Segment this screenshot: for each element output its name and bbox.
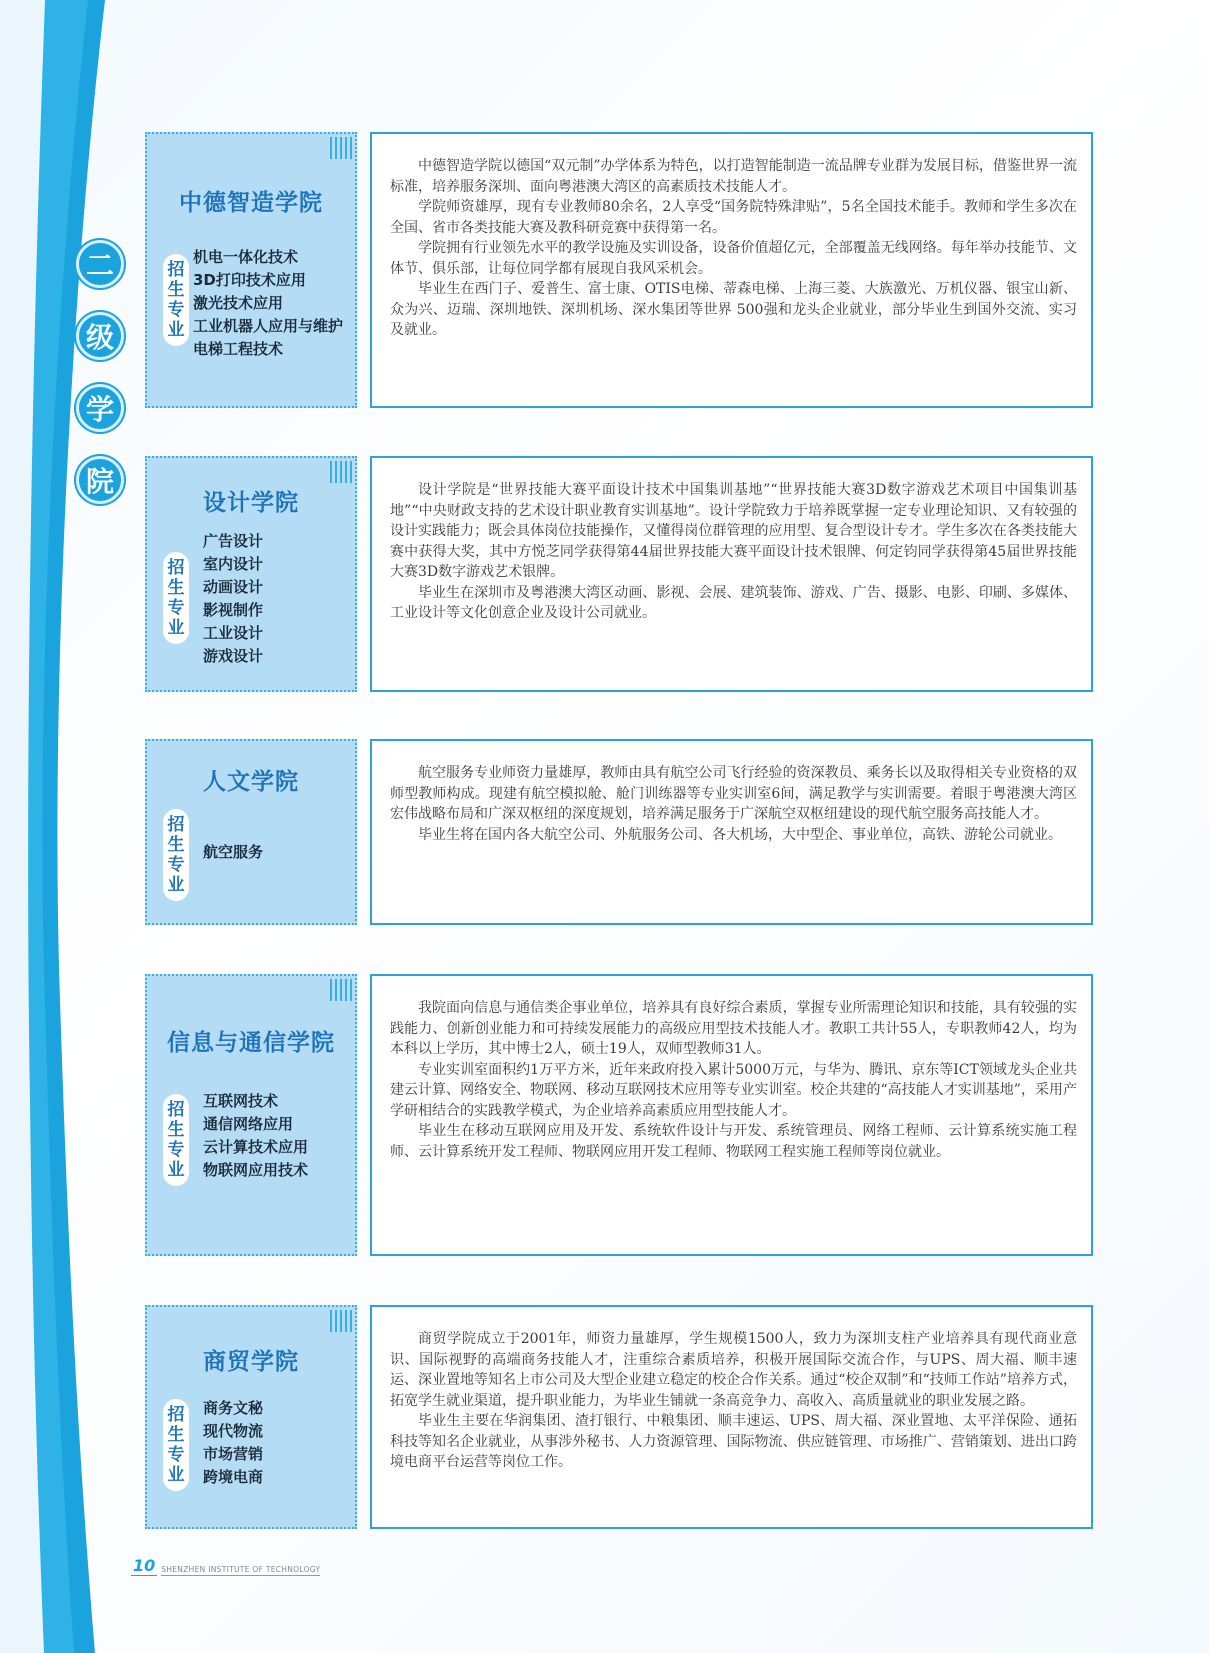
college-name: 信息与通信学院 <box>167 1030 335 1056</box>
institution-name: SHENZHEN INSTITUTE OF TECHNOLOGY <box>161 1565 321 1574</box>
enrollment-majors-badge: 招 生 专 业 <box>163 552 189 644</box>
corner-decoration <box>330 461 352 483</box>
enrollment-majors-badge: 招 生 专 业 <box>163 254 189 346</box>
college-description <box>370 456 1093 692</box>
college-name: 商贸学院 <box>203 1349 299 1375</box>
major-list <box>203 841 263 864</box>
major-item: 商务文秘 <box>203 1399 264 1417</box>
page-number: 10 <box>133 1556 156 1575</box>
title-char: 院 <box>76 456 124 504</box>
section-title-vertical <box>76 240 124 528</box>
college-section-design <box>145 456 1093 692</box>
college-section-business <box>145 1305 1093 1529</box>
paragraph: 设计学院是“世界技能大赛平面设计技术中国集训基地”“世界技能大赛3D数字游戏艺术项目中国集训基地”“中央财政支持的艺术设计职业教育实训基地”。设计学院致力于培养既掌握一定专业理论知识、又有较强的设计实践能力；既会具体岗位技能操作，又懂得岗位群管理的应用型、复合型设计专才。学生多次在各类技能大赛中获得大奖，其中方悦芝同学获得第44届世界技能大赛平面设计技术银牌、何定钧同学获得第45届世界技能大赛3D数字游戏艺术银牌。 <box>390 482 1077 580</box>
major-item: 电梯工程技术 <box>193 340 284 358</box>
major-item: 工业设计 <box>203 624 264 642</box>
college-name: 中德智造学院 <box>179 190 323 216</box>
paragraph: 毕业生在移动互联网应用及开发、系统软件设计与开发、系统管理员、网络工程师、云计算系统实施工程师、云计算系统开发工程师、物联网应用开发工程师、物联网工程实施工程师等岗位就业。 <box>390 1123 1077 1160</box>
college-name: 设计学院 <box>203 490 299 516</box>
major-item: 动画设计 <box>203 578 264 596</box>
college-info-panel <box>145 1305 357 1529</box>
title-char: 级 <box>76 312 124 360</box>
page-footer <box>131 1556 320 1576</box>
college-description <box>370 1305 1093 1529</box>
college-section-zhongde <box>145 132 1093 408</box>
enrollment-majors-badge: 招 生 专 业 <box>163 1094 189 1186</box>
paragraph: 毕业生将在国内各大航空公司、外航服务公司、各大机场，大中型企、事业单位，高铁、游轮公司就业。 <box>418 826 1062 843</box>
corner-decoration <box>330 979 352 1001</box>
major-item: 游戏设计 <box>203 647 264 665</box>
major-list <box>203 1090 308 1182</box>
paragraph: 毕业生主要在华润集团、渣打银行、中粮集团、顺丰速运、UPS、周大福、深业置地、太平洋保险、通拓科技等知名企业就业，从事涉外秘书、人力资源管理、国际物流、供应链管理、市场推广、营销策划、进出口跨境电商平台运营等岗位工作。 <box>390 1413 1077 1470</box>
major-list <box>203 1397 263 1489</box>
paragraph: 专业实训室面积约1万平方米，近年来政府投入累计5000万元，与华为、腾讯、京东等ICT领域龙头企业共建云计算、网络安全、物联网、移动互联网技术应用等专业实训室。校企共建的“高技能人才实训基地”，采用产学研相结合的实践教学模式，为企业培养高素质应用型技能人才。 <box>390 1061 1077 1119</box>
college-description <box>370 974 1093 1256</box>
college-description <box>370 739 1093 925</box>
paragraph: 学院拥有行业领先水平的教学设施及实训设备，设备价值超亿元，全部覆盖无线网络。每年举办技能节、文体节、俱乐部，让每位同学都有展现自我风采机会。 <box>390 240 1077 277</box>
college-section-humanities <box>145 739 1093 925</box>
college-section-info-comm <box>145 974 1093 1256</box>
college-info-panel <box>145 739 357 925</box>
college-info-panel <box>145 456 357 692</box>
major-list <box>193 246 343 361</box>
paragraph: 我院面向信息与通信类企事业单位，培养具有良好综合素质，掌握专业所需理论知识和技能，具有较强的实践能力、创新创业能力和可持续发展能力的高级应用型技术技能人才。教职工共计55人，专职教师42人，均为本科以上学历，其中博士2人，硕士19人，双师型教师31人。 <box>390 1000 1077 1057</box>
major-item: 市场营销 <box>203 1445 264 1463</box>
major-item: 广告设计 <box>203 532 264 550</box>
enrollment-majors-badge: 招 生 专 业 <box>163 809 189 901</box>
major-item: 机电一体化技术 <box>193 248 299 266</box>
major-item: 互联网技术 <box>203 1092 279 1110</box>
corner-decoration <box>330 1310 352 1332</box>
enrollment-majors-badge: 招 生 专 业 <box>163 1399 189 1491</box>
college-name: 人文学院 <box>203 769 299 795</box>
major-item: 现代物流 <box>203 1422 264 1440</box>
major-item: 影视制作 <box>203 601 264 619</box>
college-description <box>370 132 1093 408</box>
college-info-panel <box>145 974 357 1256</box>
major-item: 云计算技术应用 <box>203 1138 309 1156</box>
paragraph: 毕业生在西门子、爱普生、富士康、OTIS电梯、蒂森电梯、上海三菱、大族激光、万机仪器、银宝山新、众为兴、迈瑞、深圳地铁、深圳机场、深水集团等世界 500强和龙头企业就业，部分毕业生到国外交流、实习及就业。 <box>390 281 1077 338</box>
major-item: 激光技术应用 <box>193 294 284 312</box>
major-item: 物联网应用技术 <box>203 1161 309 1179</box>
major-item: 室内设计 <box>203 555 264 573</box>
paragraph: 毕业生在深圳市及粤港澳大湾区动画、影视、会展、建筑装饰、游戏、广告、摄影、电影、印刷、多媒体、工业设计等文化创意企业及设计公司就业。 <box>390 584 1077 621</box>
paragraph: 学院师资雄厚，现有专业教师80余名，2人享受“国务院特殊津贴”，5名全国技术能手。教师和学生多次在全国、省市各类技能大赛及教科研竞赛中获得第一名。 <box>390 199 1077 236</box>
paragraph: 商贸学院成立于2001年，师资力量雄厚，学生规模1500人，致力为深圳支柱产业培养具有现代商业意识、国际视野的高端商务技能人才，注重综合素质培养，积极开展国际交流合作，与UPS、周大福、顺丰速运、深业置地等知名上市公司及大型企业建立稳定的校企合作关系。通过“校企双制”和“技师工作站”培养方式，拓宽学生就业渠道，提升职业能力，为毕业生铺就一条高竞争力、高收入、高质量就业的职业发展之路。 <box>390 1331 1077 1409</box>
title-char: 二 <box>76 240 124 288</box>
college-info-panel <box>145 132 357 408</box>
major-item: 跨境电商 <box>203 1468 264 1486</box>
paragraph: 中德智造学院以德国“双元制”办学体系为特色，以打造智能制造一流品牌专业群为发展目标，借鉴世界一流标准，培养服务深圳、面向粤港澳大湾区的高素质技术技能人才。 <box>390 158 1077 195</box>
major-item: 航空服务 <box>203 843 264 861</box>
title-char: 学 <box>76 384 124 432</box>
major-item: 通信网络应用 <box>203 1115 294 1133</box>
major-item: 3D打印技术应用 <box>193 271 306 289</box>
paragraph: 航空服务专业师资力量雄厚，教师由具有航空公司飞行经验的资深教员、乘务长以及取得相关专业资格的双师型教师构成。现建有航空模拟舱、舱门训练器等专业实训室6间，满足教学与实训需要。着眼于粤港澳大湾区宏伟战略布局和广深双枢纽的深度规划，培养满足服务于广深航空双枢纽建设的现代航空服务高技能人才。 <box>390 765 1077 822</box>
major-item: 工业机器人应用与维护 <box>193 317 344 335</box>
corner-decoration <box>330 137 352 159</box>
major-list <box>203 530 263 668</box>
